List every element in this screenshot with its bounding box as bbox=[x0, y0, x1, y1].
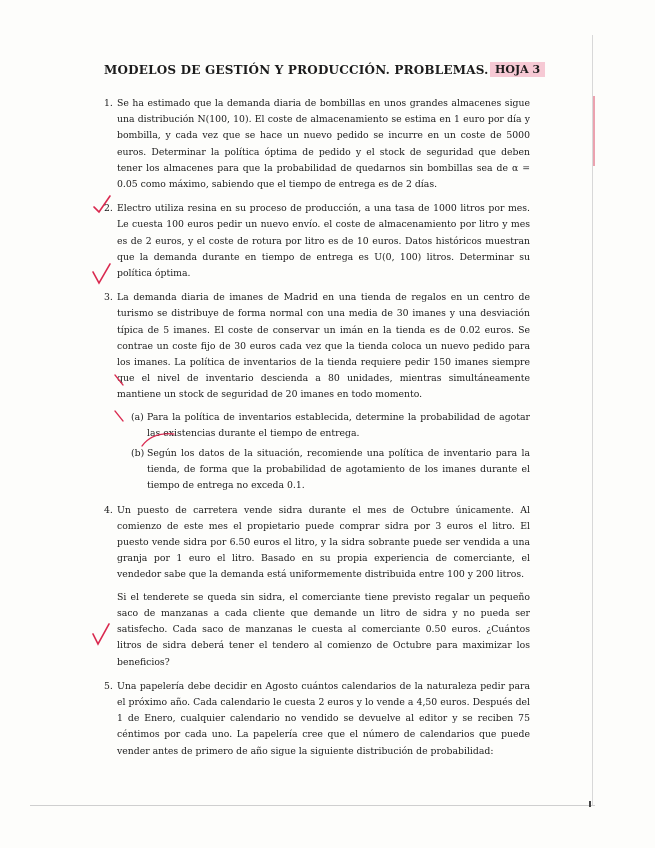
problem-text bbox=[117, 96, 530, 193]
sub-question-text: Para la política de inventarios establecida, determine la probabilidad de agotar las existencias durante el tiempo de entrega. bbox=[147, 411, 530, 439]
page-title: MODELOS DE GESTIÓN Y PRODUCCIÓN. PROBLEMAS. bbox=[104, 63, 489, 77]
problem-5 bbox=[104, 679, 530, 760]
problem-number: 4. bbox=[104, 504, 113, 516]
problem-1 bbox=[104, 96, 530, 193]
page-corner-tick bbox=[589, 801, 591, 807]
problem-paragraph: La demanda diaria de imanes de Madrid en una tienda de regalos en un centro de turismo se distribuye de forma normal con una media de 30 imanes y una desviación típica de 5 imanes. El coste de conservar un imán en la tienda es de 0.02 euros. Se contrae un coste fijo de 30 euros cada vez que la tienda coloca un nuevo pedido para los imanes. La política de inventarios de la tienda requiere pedir 150 imanes siempre que el nivel de inventario descienda a 80 unidades, mientras simultáneamente mantiene un stock de seguridad de 20 imanes en todo momento. bbox=[117, 292, 530, 401]
problem-text bbox=[117, 290, 530, 494]
problem-text bbox=[117, 679, 530, 760]
page-header bbox=[104, 63, 541, 81]
problem-paragraph: Si el tenderete se queda sin sidra, el comerciante tiene previsto regalar un pequeño saco de manzanas a cada cliente que demande un litro de sidra y no pueda ser satisfecho. Cada saco de manzanas le cuesta al comerciante 0.50 euros. ¿Cuántos litros de sidra deberá tener el tendero al comienzo de Octubre para maximizar los beneficios? bbox=[117, 591, 530, 668]
problem-number: 5. bbox=[104, 680, 113, 692]
problem-list bbox=[104, 96, 530, 768]
page-edge-mark bbox=[593, 96, 595, 166]
sub-question-label: (a) bbox=[131, 411, 144, 423]
problem-4 bbox=[104, 503, 530, 671]
page-edge-bottom bbox=[30, 805, 595, 806]
problem-paragraph: Electro utiliza resina en su proceso de producción, a una tasa de 1000 litros por mes. Le cuesta 100 euros pedir un nuevo envío. el coste de almacenamiento por litro y mes es de 2 euros, y el coste de rotura por litro es de 10 euros. Datos históricos muestran que la demanda durante en tiempo de entrega es U(0, 100) litros. Determinar su política óptima. bbox=[117, 203, 530, 280]
sub-question-text: Según los datos de la situación, recomiende una política de inventario para la tienda, de forma que la probabilidad de agotamiento de los imanes durante el tiempo de entrega no exceda 0.1. bbox=[147, 448, 530, 492]
sheet-label: HOJA 3 bbox=[490, 62, 545, 77]
problem-number: 3. bbox=[104, 292, 113, 304]
problem-2 bbox=[104, 201, 530, 282]
problem-3 bbox=[104, 290, 530, 494]
problem-number: 1. bbox=[104, 98, 113, 109]
sub-question-label: (b) bbox=[131, 448, 145, 460]
problem-text bbox=[117, 503, 530, 671]
problem-number: 2. bbox=[104, 203, 113, 215]
sub-question bbox=[131, 446, 530, 495]
problem-paragraph: Un puesto de carretera vende sidra durante el mes de Octubre únicamente. Al comienzo de este mes el propietario puede comprar sidra por 3 euros el litro. El puesto vende sidra por 6.50 euros el litro, y la sidra sobrante puede ser vendida a una granja por 1 euro el litro. Basado en su propia experiencia de comerciante, el vendedor sabe que la demanda está uniformemente distribuida entre 100 y 200 litros. bbox=[117, 504, 530, 581]
problem-text bbox=[117, 201, 530, 282]
problem-paragraph: Una papelería debe decidir en Agosto cuántos calendarios de la naturaleza pedir para el próximo año. Cada calendario le cuesta 2 euros y lo vende a 4,50 euros. Después del 1 de Enero, cualquier calendario no vendido se devuelve al editor y se reciben 75 céntimos por cada uno. La papelería cree que el número de calendarios que puede vender antes de primero de año sigue la siguiente distribución de probabilidad: bbox=[117, 680, 530, 757]
sub-question bbox=[131, 410, 530, 442]
problem-paragraph: Se ha estimado que la demanda diaria de bombillas en unos grandes almacenes sigue una distribución N(100, 10). El coste de almacenamiento se estima en 1 euro por día y bombilla, y cada vez que se hace un nuevo pedido se incurre en un coste de 5000 euros. Determinar la política óptima de pedido y el stock de seguridad que deben tener los almacenes para que la probabilidad de quedarnos sin bombillas sea de α = 0.05 como máximo, sabiendo que el tiempo de entrega es de 2 días. bbox=[117, 98, 530, 191]
